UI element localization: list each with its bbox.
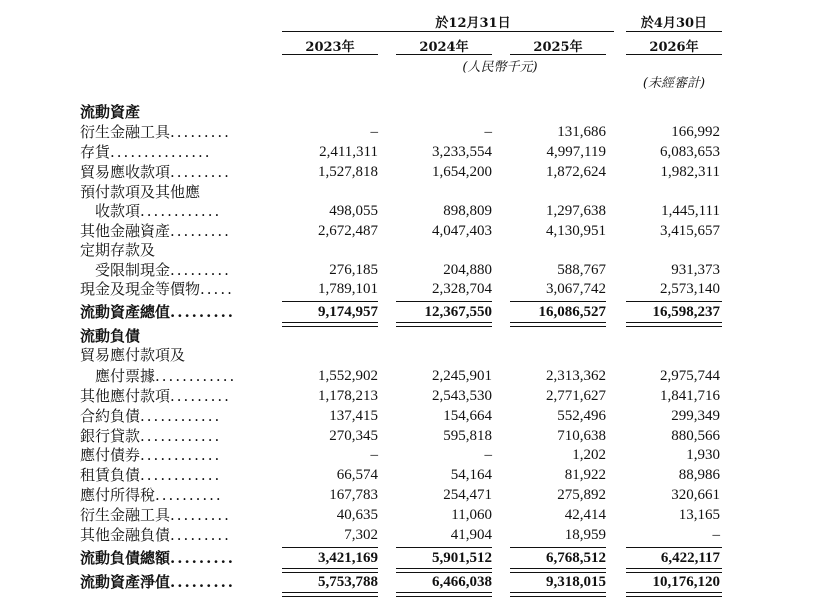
subtotal-rule [626,301,722,302]
header-dec31: 於12月31日 [435,16,511,31]
leader-dots: ......... [170,123,231,141]
row-label: 定期存款及 [80,241,156,259]
leader-dots: ............ [140,427,222,445]
table-row [0,506,832,525]
cell-2: 2,245,901 [432,368,492,384]
row-label: 流動資產 [80,103,141,121]
subtotal-rule [282,547,378,548]
total-double-rule [282,592,378,597]
cell-4: 2,975,744 [660,368,720,384]
cell-3: 1,202 [572,447,606,463]
cell-4: 1,982,311 [660,164,720,180]
cell-1: 1,789,101 [318,281,378,297]
cell-1: 2,411,311 [319,144,378,160]
unit-label: (人民幣千元) [462,60,538,75]
cell-3: 81,922 [564,467,606,483]
cell-2: 204,880 [443,262,492,278]
cell-1: 7,302 [344,527,378,543]
row-label: 流動資產總值......... [80,303,236,321]
year-2026: 2026年 [649,40,699,55]
cell-4: 1,445,111 [661,203,720,219]
leader-dots: ......... [170,549,236,567]
cell-4: 1,930 [686,447,720,463]
cell-4: 320,661 [671,487,720,503]
row-label: 流動負債 [80,327,141,345]
header-dec31-rule [282,31,614,32]
table-row [0,573,832,592]
table-row [0,407,832,426]
total-double-rule [396,592,492,597]
row-label: 受限制現金......... [95,261,231,279]
cell-1: – [370,124,378,140]
leader-dots: ............ [140,446,222,464]
table-row [0,466,832,485]
cell-2: 154,664 [443,408,492,424]
cell-3: 275,892 [557,487,606,503]
cell-3: 9,318,015 [546,574,606,590]
cell-3: 1,297,638 [546,203,606,219]
year-2026-rule [626,54,722,55]
cell-3: 18,959 [564,527,606,543]
leader-dots: ......... [170,303,236,321]
row-label: 租賃負債............ [80,466,222,484]
leader-dots: ............ [140,407,222,425]
cell-2: 11,060 [451,507,492,523]
cell-2: 6,466,038 [432,574,492,590]
cell-1: 498,055 [329,203,378,219]
cell-2: 54,164 [450,467,492,483]
cell-2: 898,809 [443,203,492,219]
cell-3: 4,997,119 [546,144,606,160]
year-2024-rule [396,54,492,55]
header-apr30: 於4月30日 [640,16,708,31]
cell-1: 1,178,213 [318,388,378,404]
cell-3: 131,686 [557,124,606,140]
row-label: 衍生金融工具......... [80,123,231,141]
cell-2: 5,901,512 [432,550,492,566]
cell-3: 42,414 [564,507,606,523]
cell-1: 9,174,957 [318,304,378,320]
cell-1: 2,672,487 [318,223,378,239]
cell-4: 931,373 [671,262,720,278]
table-row [0,549,832,568]
row-label: 貿易應收款項......... [80,163,231,181]
cell-2: – [484,447,492,463]
cell-1: 276,185 [329,262,378,278]
cell-2: – [484,124,492,140]
row-label: 貿易應付款項及 [80,346,186,364]
cell-4: 2,573,140 [660,281,720,297]
section-heading [0,103,832,122]
section-heading [0,327,832,346]
row-label: 應付票據............ [95,367,237,385]
row-label: 收款項............ [95,202,222,220]
cell-4: 3,415,657 [660,223,720,239]
table-row [0,446,832,465]
table-row [0,280,832,299]
leader-dots: ..... [200,280,234,298]
table-row [0,367,832,386]
leader-dots: ......... [170,387,231,405]
cell-4: 13,165 [678,507,720,523]
cell-3: 4,130,951 [546,223,606,239]
row-label: 其他金融負債......... [80,526,231,544]
total-double-rule [510,592,606,597]
table-row [0,526,832,545]
row-label: 流動負債總額......... [80,549,236,567]
cell-1: – [370,447,378,463]
cell-2: 41,904 [450,527,492,543]
table-row [0,303,832,322]
cell-4: 6,083,653 [660,144,720,160]
leader-dots: ......... [170,506,231,524]
subtotal-rule [396,547,492,548]
subtotal-rule [282,301,378,302]
cell-2: 3,233,554 [432,144,492,160]
cell-1: 137,415 [329,408,378,424]
row-label: 銀行貸款............ [80,427,222,445]
table-row [0,123,832,142]
cell-3: 552,496 [557,408,606,424]
cell-3: 1,872,624 [546,164,606,180]
table-row [0,346,832,365]
cell-3: 6,768,512 [546,550,606,566]
cell-4: 299,349 [671,408,720,424]
year-2024: 2024年 [419,40,469,55]
leader-dots: ......... [170,261,231,279]
row-label: 現金及現金等價物..... [80,280,234,298]
table-row [0,387,832,406]
table-row [0,261,832,280]
cell-4: 880,566 [671,428,720,444]
year-2025-rule [510,54,606,55]
row-label: 其他應付款項......... [80,387,231,405]
cell-1: 270,345 [329,428,378,444]
leader-dots: ............ [140,202,222,220]
subtotal-rule [510,301,606,302]
unaudited-label: (未經審計) [642,76,706,91]
cell-2: 12,367,550 [424,304,492,320]
cell-2: 595,818 [443,428,492,444]
cell-4: – [712,527,720,543]
cell-3: 588,767 [557,262,606,278]
total-double-rule [626,592,722,597]
year-2023: 2023年 [305,40,355,55]
table-row [0,222,832,241]
table-row [0,427,832,446]
cell-4: 16,598,237 [652,304,720,320]
subtotal-rule [626,547,722,548]
row-label: 應付債券............ [80,446,222,464]
subtotal-rule [510,547,606,548]
leader-dots: .......... [155,486,223,504]
cell-1: 167,783 [329,487,378,503]
table-row [0,163,832,182]
cell-3: 3,067,742 [546,281,606,297]
cell-3: 710,638 [557,428,606,444]
cell-4: 10,176,120 [652,574,720,590]
cell-4: 1,841,716 [660,388,720,404]
cell-2: 254,471 [443,487,492,503]
cell-2: 2,328,704 [432,281,492,297]
leader-dots: ............ [140,466,222,484]
row-label: 應付所得稅.......... [80,486,223,504]
cell-4: 166,992 [671,124,720,140]
cell-1: 1,552,902 [318,368,378,384]
cell-3: 2,771,627 [546,388,606,404]
header-apr30-rule [626,31,722,32]
table-row [0,183,832,202]
row-label: 預付款項及其他應 [80,183,201,201]
year-2025: 2025年 [533,40,583,55]
cell-3: 2,313,362 [546,368,606,384]
table-row [0,202,832,221]
row-label: 其他金融資產......... [80,222,231,240]
row-label: 衍生金融工具......... [80,506,231,524]
leader-dots: ............... [110,143,212,161]
cell-1: 5,753,788 [318,574,378,590]
cell-1: 1,527,818 [318,164,378,180]
cell-2: 4,047,403 [432,223,492,239]
cell-2: 1,654,200 [432,164,492,180]
cell-3: 16,086,527 [538,304,606,320]
cell-1: 40,635 [336,507,378,523]
leader-dots: ............ [155,367,237,385]
row-label: 存貨............... [80,143,212,161]
cell-1: 66,574 [336,467,378,483]
year-2023-rule [282,54,378,55]
leader-dots: ......... [170,222,231,240]
row-label: 合約負債............ [80,407,222,425]
leader-dots: ......... [170,526,231,544]
subtotal-rule [396,301,492,302]
cell-4: 88,986 [678,467,720,483]
leader-dots: ......... [170,573,236,591]
table-row [0,143,832,162]
row-label: 流動資產淨值......... [80,573,236,591]
cell-1: 3,421,169 [318,550,378,566]
table-row [0,241,832,260]
cell-4: 6,422,117 [660,550,720,566]
cell-2: 2,543,530 [432,388,492,404]
table-row [0,486,832,505]
leader-dots: ......... [170,163,231,181]
